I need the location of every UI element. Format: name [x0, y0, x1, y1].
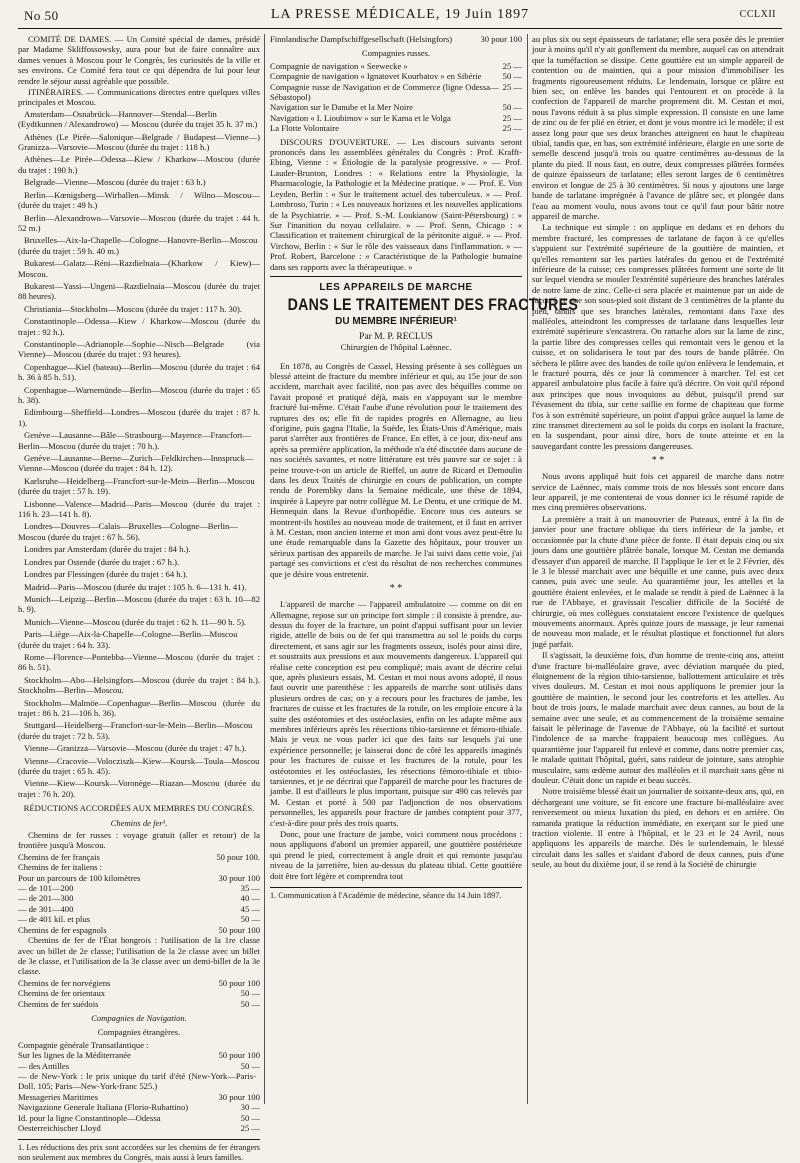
rate-value: 50 —: [240, 988, 260, 999]
article-paragraph: Notre troisième blessé était un journalier de soixante-deux ans, qui, en déchargeant une voiture, se fit encore une fracture bi-malléolaire avec renversement ou mieux luxation du pied, en dehors et en arrière. On ramanda pratique la réduction immédiate, en exerçant sur le pied une traction violente. Il entre à l'hôpital, et le 23 et le 24 Avril, nous appliquons les appareils de marche. Dès le surlendemain, le blessé circulait dans les salles et s'aidant d'abord de deux cannes, puis d'une seule, au bout du dixième jour, il se rend à la Société de chirurgie: [532, 786, 784, 870]
itineraire-item: Stuttgard—Heidelberg—Francfort-sur-le-Mein—Berlin—Moscou (durée du trajet : 72 h. 53).: [18, 720, 253, 741]
rate-row: [270, 61, 522, 71]
itineraire-item: Madrid—Paris—Moscou (durée du trajet : 105 h. 6—131 h. 41).: [24, 581, 247, 592]
itineraire-item: Genève—Lausanne—Bâle—Strasbourg—Mayence—Francfort—Berlin—Moscou (durée du trajet : 70 h.).: [18, 430, 252, 451]
folio: CCLXII: [739, 9, 776, 20]
comite-paragraph: COMITÉ DE DAMES. — Un Comité spécial de dames, présidé par Madame Skliffossowsky, aura pour but de faire connaître aux dames venues à Moscou pour le Congrès, les curiosités de la ville et ses environs. Ce Comité fera tout ce qui dépendra de lui pour leur rendre le séjour aussi agréable que possible.: [18, 34, 260, 86]
article-rule: [270, 276, 522, 277]
reductions-heading: RÉDUCTIONS ACCORDÉES AUX MEMBRES DU CONGRÈS.: [23, 803, 255, 814]
rate-row: [18, 1061, 260, 1071]
column-divider: [264, 34, 265, 1104]
article-subtitle: DU MEMBRE INFÉRIEUR¹: [335, 316, 457, 328]
itineraires-list: [18, 109, 260, 799]
navigation-table-cont: [270, 34, 522, 44]
itineraire-item: Genève—Lausanne—Berne—Zurich—Feldkirchen—Innspruck—Vienne—Moscou (durée du trajet : 84 h. 12).: [18, 453, 254, 474]
rate-row: [18, 893, 260, 903]
itineraire-item: Bukarest—Yassi—Ungeni—Razdielnaia—Moscou (durée du trajet 88 heures).: [18, 280, 260, 302]
rate-value: 35 —: [240, 883, 260, 894]
issue-number: No 50: [24, 8, 59, 23]
column-divider: [527, 34, 528, 1104]
rate-row: [270, 34, 522, 44]
itineraire-item: Edimbourg—Sheffield—Londres—Moscou (durée du trajet : 87 h. 1).: [18, 407, 260, 428]
rate-label: Sur les lignes de la Méditerranée: [18, 1050, 131, 1061]
rate-row: [18, 999, 260, 1009]
rate-value: 30 pour 100: [218, 1091, 260, 1102]
rate-label: Compagnie de navigation « Seewecke »: [270, 60, 408, 71]
navigation-table: [18, 1040, 260, 1134]
rate-value: 50 —: [240, 998, 260, 1009]
rate-value: 50 pour 100: [218, 977, 260, 988]
rate-label: Compagnie russe de Navigation et de Commerce (ligne Odessa—Sébastopol): [270, 81, 499, 103]
footnote-left: 1. Les réductions des prix sont accordées sur les chemins de fer étrangers non seulement aux membres du Congrès, mais aussi à leurs familles.: [18, 1139, 260, 1163]
rate-row: [270, 82, 522, 103]
rate-row: [18, 1071, 260, 1092]
rate-value: 30 —: [240, 1102, 260, 1113]
itineraire-item: Lisbonne—Valence—Madrid—Paris—Moscou (durée du trajet : 116 h. 23—141 h. 8).: [18, 498, 260, 520]
article-paragraph: Donc, pour une fracture de jambe, voici comment nous procédons : nous appliquons d'abord un premier appareil, une gouttière postérieure qui prend le pied, correctement à angle droit et qui remonte jusqu'au niveau de la jarretière, bien au-dessus du plateau tibial. Cette gouttière doit être fort légère et comprendra tout: [270, 829, 522, 881]
itineraire-item: Londres par Amsterdam (durée du trajet : 84 h.).: [24, 544, 191, 555]
article-kicker: LES APPAREILS DE MARCHE: [319, 281, 473, 293]
itineraire-item: Amsterdam—Osnabrück—Hannover—Stendal—Berlin (Eydtkunnen / Alexandrowo) — Moscou (durée du trajet 35 h. 37 m.): [18, 108, 258, 130]
rate-row: [270, 102, 522, 112]
itineraire-item: Munich—Leipzig—Berlin—Moscou (durée du trajet : 63 h. 10—82 h. 9).: [18, 593, 260, 615]
rate-value: 40 —: [240, 893, 260, 904]
itineraire-item: Bruxelles—Aix-la-Chapelle—Cologne—Hanovre-Berlin—Moscou (durée du trajet : 59 h. 40 m.): [18, 235, 258, 256]
itineraire-item: Copenhague—Kiel (bateau)—Berlin—Moscou (durée du trajet : 64 h. 36 à 85 h. 51).: [18, 361, 260, 383]
itineraire-item: Constantinople—Odessa—Kiew / Kharkow—Moscou (durée du trajet : 92 h.).: [18, 316, 260, 337]
rate-label: Messageries Maritimes: [18, 1091, 98, 1102]
rate-label: Chemins de fer italiens :: [18, 862, 103, 873]
rate-label: Chemins de fer orientaux: [18, 988, 106, 999]
rate-value: 25 —: [502, 60, 522, 71]
section-dots: * *: [389, 583, 403, 595]
rate-label: Chemins de fer espagnols: [18, 924, 107, 935]
rate-value: 25 —: [502, 81, 522, 92]
rate-label: — des Antilles: [18, 1060, 70, 1071]
itineraire-item: Paris—Liège—Aix-la-Chapelle—Cologne—Berlin—Moscou (durée du trajet : 64 h. 33).: [18, 629, 238, 650]
rate-value: [256, 1040, 260, 1050]
rate-label: — de 401 kil. et plus: [18, 914, 91, 925]
rate-value: 25 —: [240, 1123, 260, 1133]
itineraires-heading: ITINÉRAIRES. — Communications directes entre quelques villes principales et Moscou.: [18, 87, 260, 108]
itineraire-item: Londres par Ostende (durée du trajet : 67 h.).: [24, 556, 180, 567]
autriche-paragraph: Chemins de fer de l'État hongrois : l'utilisation de la 1re classe avec un billet de 2e classe; l'utilisation de la 2e classe avec un billet de 3e classe, et l'utilisation de la 3e classe avec un demi-billet de la 3e classe.: [18, 935, 260, 977]
rate-row: [18, 904, 260, 914]
itineraire-item: Berlin—Kœnigsberg—Wirballen—Minsk / Wilno—Moscou—(durée du trajet : 49 h.): [18, 189, 260, 211]
rate-row: [270, 71, 522, 81]
rate-label: Navigation « I. Lioubimov » sur le Kama et le Volga: [270, 112, 451, 123]
itineraire-item: Athènes (Le Pirée—Salonique—Belgrade / Budapest—Vienne—) Granizza—Varsovie—Moscou (durée du trajet : 118 h.): [18, 131, 260, 153]
rate-label: — de 201—300: [18, 893, 74, 904]
page-header: [18, 6, 782, 26]
rate-row: [18, 1050, 260, 1060]
navigation-heading: Compagnies de Navigation.: [91, 1012, 187, 1023]
rate-row: [18, 1123, 260, 1133]
rate-row: [18, 1040, 260, 1050]
chemins-heading: Chemins de fer¹.: [110, 817, 168, 828]
rate-row: [18, 925, 260, 935]
rate-row: [18, 873, 260, 883]
itineraire-item: Rome—Florence—Pontebba—Vienne—Moscou (durée du trajet : 86 h. 51).: [18, 651, 260, 673]
article-paragraph: Nous avons appliqué huit fois cet appareil de marche dans notre service de Laënnec, mais comme trois de nos blessés sont encore dans leur appareil, je me contenterai de vous donner ici le résumé rapide de mes cinq premières observations.: [532, 471, 784, 513]
rate-row: [18, 862, 260, 872]
rate-label: Navigazione Generale Italiana (Florio-Rubattino): [18, 1102, 189, 1113]
article-title: DANS LE TRAITEMENT DES FRACTURES: [287, 296, 579, 315]
itineraire-item: Berlin—Alexandrowo—Varsovie—Moscou (durée du trajet : 44 h. 52 m.): [18, 212, 260, 233]
article-paragraph: L'appareil de marche — l'appareil ambulatoire — comme on dit en Allemagne, repose sur un principe fort simple : il consiste à prendre, au-dessus du foyer de la fracture, un point d'appui suffisant pour un levier rigide, attelle de bois ou de fer qui transmettra au sol le poids du corps directement, et sans agir sur les fragments osseux, isolés pour ainsi dire, et soustraits aux pressions et aux mouvements dangereux. L'appareil qui réalise cette conception est peu compliqué; mais avant de décrire celui que, après plusieurs essais, M. Cestan et moi nous avons adopté, il nous faut ouvrir une parenthèse : les appareils de marche sont utilisés dans plusieurs ordres de cas; on y a recours pour les fractures de jambe, les fractures de cuisse et les fractures de la rotule, on les emploie encore à la suite des ostéotomies et des ostéoclasies, enfin on les adapte même aux membres inférieurs après les résections tibio-tarsienne et fémoro-tibiale. Mais je veux ne vous parler ici que des faits sur lesquels j'ai une expérience personnelle; je laisserai donc de côté les appareils imaginés pour les fractures de cuisse et les fractures de la rotule, pour les ostéotomies et les ostéoclasies, les résections fémoro-tibiale et tibio-tarsiennes, et je ne décrirai que l'appareil de marche pour les fractures de jambe. Il est d'ailleurs le plus important, puisque sur 490 cas relevés par M. Cestan et porté à 500 par l'adjonction de nos observations personnelles, les appareils pour fracture de jambes comptent pour 377, c'est-à-dire pour près des trois quarts.: [270, 599, 522, 828]
rate-label: — de 101—200: [18, 883, 74, 894]
article-paragraph: La première a trait à un manouvrier de Puteaux, entré à la fin de janvier pour une fracture oblique du tiers inférieur de la jambe, et occasionnée par la chute d'une pièce de fonte. Il était depuis cinq ou six jours dans une gouttière plâtrée banale, lorsque M. Cestan me demanda d'essayer d'un appareil de marche. Il l'applique le 1er et le 2 Février, dès le 3 le blessé marchait avec une béquille et une canne, puis avec deux cannes, puis avec une seule. Au quarantième jour, les attelles et la gouttière étaient enlevées, et le malade se rendit à pied de Laënnec à la rue de l'Abbaye, et gravissait l'escalier difficile de la Société de chirurgie, où mes collègues constataient encore l'existence de quelques mouvements anormaux. Après quinze jours de massage, je leur ramenai de nouveau mon malade, et le résultat plastique et fonctionnel fut alors jugé parfait.: [532, 513, 784, 649]
article-paragraph: Il s'agissait, la deuxième fois, d'un homme de trente-cinq ans, atteint d'une fracture bi-malléolaire grave, avec déviation marquée du pied, éloignement de la région tibio-tarsienne, ballottement articulaire et très vives douleurs. M. Cestan et moi nous appliquons le premier jour la gouttière de maintien, le second jour les contreforts et les attelles. Au bout de trois jours, le malade marchait avec deux cannes, au bout de la semaine avec une seule, et au commencement de la troisième semaine faisait le pèlerinage de l'avenue de l'Abbaye, où la facilité et surtout l'indolence de sa marche frappaient beaucoup mes collègues. Au quarantième jour l'appareil fut enlevé et comme, dans notre premier cas, le malade quittait l'hôpital, guéri, sans raideur de jointure, sans atrophie musculaire, sans œdème autour des malléoles et il marchait sans gêne ni douleur. C'était donc un rapide et beau succès.: [532, 650, 784, 786]
russes-table: [270, 61, 522, 134]
itineraire-item: Karlsruhe—Heidelberg—Francfort-sur-le-Mein—Berlin—Moscou (durée du trajet : 57 h. 19).: [18, 475, 255, 497]
rate-row: [18, 988, 260, 998]
rate-value: 50 —: [240, 1112, 260, 1123]
rate-row: [18, 914, 260, 924]
rate-label: Id. pour la ligne Constantinople—Odessa: [18, 1112, 161, 1123]
etrangeres-heading: Compagnies étrangères.: [97, 1027, 181, 1038]
rate-value: 45 —: [240, 903, 260, 914]
rate-label: La Flotte Volontaire: [270, 123, 339, 134]
article-paragraph: En 1878, au Congrès de Cassel, Hessing présente à ses collègues un blessé atteint de fracture du membre inférieur et qui, au 15e jour de son accident, marchait avec facilité, non pas avec des béquilles comme on l'avait proposé et pratiqué déjà, mais en s'appuyant sur le membre fracturé lui-même. C'était l'aube d'une révolution pour le traitement des ruptures des os; elle fit de rapides progrès en Allemagne, au lieu d'origine, puis gagna l'Italie, la Suède, les États-Unis d'Amérique, mais parut s'arrêter aux frontières de France. En effet, à ce jour, dix-neuf ans après sa première application, la méthode n'a été discutée dans aucune de nos sociétés savantes, et notre littérature est très pauvre sur ce sujet : à peine trouve-t-on un article de Rieffel, un autre de Ricard et Demoulin dans les deux Traités de chirurgie en cours de publication, un compte rendu de Porembky dans la Semaine médicale, une thèse de 1894, inspirée à Lapeyre par notre collègue M. Le Dentu, et une critique de M. Hennequin dans la Revue d'orthopédie. Encore tous ces auteurs se montrent-ils hostiles au nouveau mode de traitement, et il faut en arriver à M. Cestan, mon ancien interne et mon ami dont vous avez peut-être lu une étude remarquable dans la Gazette des hôpitaux, pour trouver un sérieux partisan des appareils de marche. Je l'ai suivi dans cette voie, j'ai partagé ses convictions et c'est du résultat de nos recherches communes que je désire vous entretenir.: [270, 360, 522, 579]
rate-row: [18, 1102, 260, 1112]
newspaper-page: [12, 6, 788, 1163]
rate-value: 50 —: [502, 102, 522, 113]
itineraire-item: Christiania—Stockholm—Moscou (durée du trajet : 117 h. 30).: [24, 303, 243, 314]
rate-label: Pour un parcours de 100 kilomètres: [18, 872, 141, 883]
itineraire-item: Vienne—Granizza—Varsovie—Moscou (durée du trajet : 47 h.).: [24, 743, 247, 754]
russes-heading: Compagnies russes.: [361, 48, 431, 59]
rate-value: 30 pour 100: [480, 34, 522, 44]
rate-row: [18, 852, 260, 862]
rate-label: Oesterreichischer Lloyd: [18, 1123, 101, 1133]
rate-value: 50 pour 100.: [216, 851, 260, 862]
itineraire-item: Constantinople—Adrianople—Sophie—Nisch—Belgrade (via Vienne)—Moscou (durée du trajet : 93 heures).: [18, 338, 260, 360]
rate-row: [270, 123, 522, 133]
discours-paragraph: DISCOURS D'OUVERTURE. — Les discours suivants seront prononcés dans les assemblées générales du Congrès : Prof. Krafft-Ebing, Vienne : « Étiologie de la paralysie progressive. » — Prof. Lauder-Brunton, Londres : « Relations entre la Physiologie, la Pharmacologie, la Pathologie et la Médecine pratique. » — Prof. E. Von Leyden, Berlin : « Sur le traitement actuel des tuberculeux. » — Prof. Lombroso, Turin : « Les nouveaux horizons et les nouvelles applications de la Psychiatrie. » — Prof. S.-M. Loukianow (Saint-Pétersbourg) : « Sur l'inanition du noyau cellulaire. » — Prof. Senn, Chicago : « Classification et traitement chirurgical de la péritonite aiguë. » — Prof. Virchow, Berlin : « Sur le rôle des vaisseaux dans l'inflammation. » — Prof. Robert, Barcelone : « Caractéristique de la Pathologie humaine dans ses rapports avec la thérapeutique. »: [270, 136, 522, 272]
chemins-intro: Chemins de fer russes : voyage gratuit (aller et retour) de la frontière jusqu'à Moscou.: [18, 830, 260, 851]
rate-label: Navigation sur le Danube et la Mer Noire: [270, 102, 413, 113]
itineraire-item: Munich—Vienne—Moscou (durée du trajet : 62 h. 11—90 h. 5).: [24, 616, 247, 627]
rate-row: [18, 1092, 260, 1102]
rate-value: [256, 862, 260, 872]
newspaper-title: LA PRESSE MÉDICALE, 19 Juin 1897: [270, 7, 530, 22]
rate-label: — de New-York : le prix unique du tarif d'été (New-York—Paris-Doll. 105; Paris—New-York-franc 525.): [18, 1070, 256, 1092]
itineraire-item: Bukarest—Galatz—Réni—Razdielnaia—(Kharkow / Kiew)—Moscou.: [18, 258, 260, 279]
rate-value: [256, 1071, 260, 1092]
rate-label: Finnlandische Dampfschiffgesellschaft (Helsingfors): [270, 34, 453, 44]
itineraire-item: Londres—Douvres—Calais—Bruxelles—Cologne—Berlin—Moscou (durée du trajet : 67 h. 56).: [18, 521, 238, 542]
rate-label: — de 301—400: [18, 903, 74, 914]
rate-value: 30 pour 100: [218, 872, 260, 883]
article-author: Par M. P. RECLUS: [359, 331, 433, 342]
rate-value: 50 —: [502, 71, 522, 82]
column-left: [18, 34, 260, 1163]
itineraire-item: Belgrade—Vienne—Moscou (durée du trajet : 63 h.): [24, 177, 206, 188]
rate-label: Chemins de fer français: [18, 851, 100, 862]
header-rule: [18, 28, 782, 29]
itineraire-item: Athènes—Le Pirée—Odessa—Kiew / Kharkow—Moscou (durée du trajet : 190 h.): [18, 154, 260, 175]
rate-value: 50 —: [240, 1060, 260, 1071]
author-affiliation: Chirurgien de l'hôpital Laënnec.: [340, 342, 452, 353]
rate-value: 50 pour 100: [218, 924, 260, 935]
rate-row: [18, 1113, 260, 1123]
article-paragraph: La technique est simple : on applique en dedans et en dehors du membre fracturé, les compresses de tarlatane de façon à ce qu'elles s'appuient sur l'extrémité supérieure de la gouttière de maintien, et qu'elles remontent sur les parties latérales du genou et de l'extrémité inférieure de la cuisse; ces compresses plâtrées forment une sorte de lit sur lequel viendra se mouler l'extrémité supérieure des branches latérales de notre lame de zinc. Celle-ci sera placée et maintenue par un aide de façon à ce que son sous-pied soit distant de 3 centimètres de la plante du pied, tandis que ses branches latérales, remontant dans l'axe des malléoles, atteindront les compresses de tarlatane dans lesquelles leur extrémité supérieure s'encastrera. On rattache alors sur la lame de zinc, la partie libre des compresses celles qui remontait vers le genou et la cuisse, et on solidarisera le tout par des tours de bande plâtrée. On séchera le plâtre avec des bandes de toile qu'on enlèvera le lendemain, et le fracturé pourra, dès ce jour là commencer à marcher. Tel est cet appareil ambulatoire plus facile à faire qu'à décrire. On voit qu'il répond aux principes que nous invoquions au début, puisqu'il prend sur l'évasement du tibia, sur cette saillie en forme de chapiteau que forme l'os à son extrémité supérieure, un point d'appui grâce auquel la lame de zinc transmet directement au sol le poids du corps en isolant la fracture, en la suspendant, pour ainsi dire, hors de toute atteinte et en la sauvegardant contre les pressions dangereuses.: [532, 222, 784, 451]
rate-row: [18, 883, 260, 893]
itineraire-item: Vienne—Kiew—Koursk—Voronège—Riazan—Moscou (durée du trajet : 76 h. 20).: [18, 778, 260, 799]
rate-row: [18, 978, 260, 988]
rate-label: Chemins de fer suédois: [18, 998, 99, 1009]
chemins-table: [18, 852, 260, 935]
column-right: [532, 34, 784, 871]
rate-label: Compagnie générale Transatlantique :: [18, 1039, 149, 1050]
itineraire-item: Stockholm—Malmöe—Copenhague—Berlin—Moscou (durée du trajet : 86 h. 21—106 h. 36).: [18, 697, 260, 718]
rate-label: Compagnie de navigation « Ignatovet Kourbatov » en Sibérie: [270, 71, 482, 82]
rate-value: 50 pour 100: [218, 1050, 260, 1061]
column-middle: [270, 34, 579, 901]
rate-row: [270, 113, 522, 123]
article-paragraph: au plus six ou sept épaisseurs de tarlatane; elle sera posée dès le premier jour à moins qu'il n'y ait gonflement du membre, auquel cas on attendrait que la tuméfaction se dissipe. Cette gouttière est un simple appareil de contention ou de maintien, qui a pour mission d'immobiliser les fragments rigoureusement réduits. Le lendemain, lorsque ce plâtre est bien sec, on enlève les bandes qui l'entourent et on procède à la confection de l'appareil de marche proprement dit. M. Cestan et moi, nous l'avons réduit à sa plus simple expression. Il consiste en une lame de zinc ou de fer plié en étrier, et dont je vous montre ici le modèle; il est assez long pour que ses deux branches atteignent en haut le chapiteau tibial, tandis que, en bas, son extrémité inférieure, élargie en une sorte de semelle descend jusqu'à trois ou quatre centimètres au-dessous de la plante du pied. Il nous faut, en outre, deux compresses plâtrées formées de quinze épaisseurs de tarlatane; elles seront larges de 6 centimètres environ et longue de 25 à 30 centimètres. Si nous y ajoutons une large bande de tarlatane imprégnée à l'avance de plâtre sec, et plongée dans l'eau au moment voulu, nous avons tout ce qu'il faut pour bâtir notre appareil de marche.: [532, 34, 784, 221]
rate-value: 50 —: [240, 914, 260, 925]
rate-value: 25 —: [502, 112, 522, 123]
itineraire-item: Copenhague—Warnemünde—Berlin—Moscou (durée du trajet : 65 h. 38).: [18, 384, 260, 405]
footnote-middle: 1. Communication à l'Académie de médecine, séance du 14 Juin 1897.: [270, 887, 522, 901]
itineraire-item: Vienne—Cracovie—Volocziszk—Kiew—Koursk—Toula—Moscou (durée du trajet : 65 h. 45).: [18, 755, 260, 776]
itineraire-item: Stockholm—Abo—Helsingfors—Moscou (durée du trajet : 84 h.). Stockholm—Berlin—Moscou.: [18, 674, 260, 696]
rate-label: Chemins de fer norvégiens: [18, 977, 111, 988]
chemins-table-2: [18, 978, 260, 1009]
section-dots: * *: [651, 455, 665, 467]
rate-value: 25 —: [502, 123, 522, 134]
itineraire-item: Londres par Flessingen (durée du trajet : 64 h.).: [24, 569, 188, 580]
